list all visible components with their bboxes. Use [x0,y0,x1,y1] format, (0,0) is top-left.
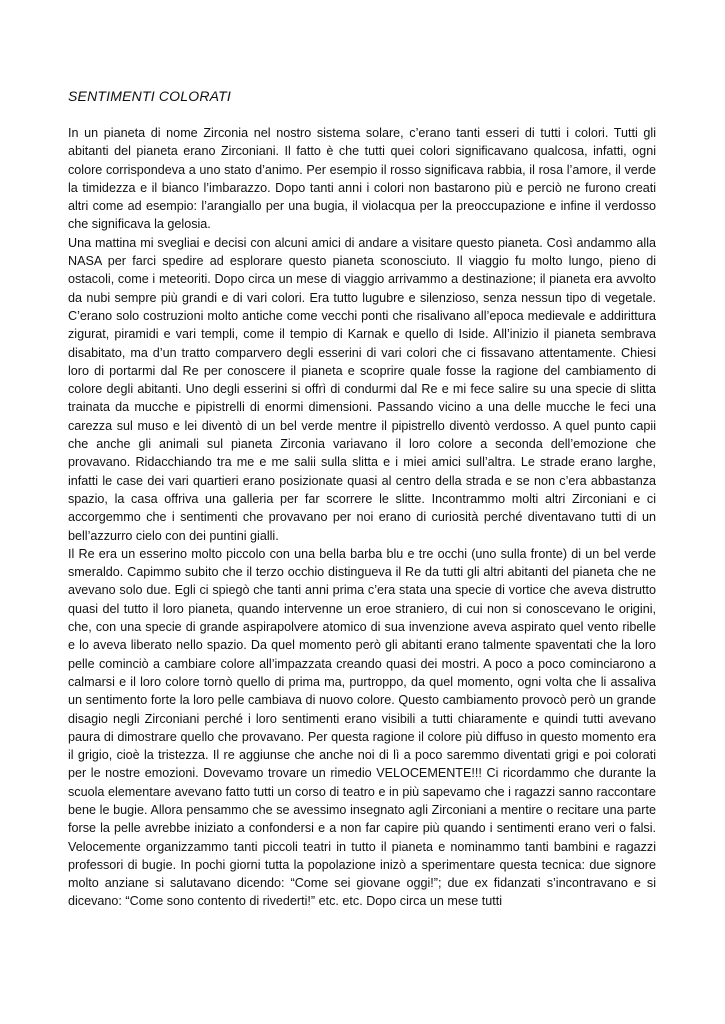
paragraph-2: Una mattina mi svegliai e decisi con alcuni amici di andare a visitare questo pianeta. Così andammo alla NASA per farci spedire ad esplorare questo pianeta sconosciuto. Il viaggio fu molto lungo, pieno di ostacoli, come i meteoriti. Dopo circa un mese di viaggio arrivammo a destinazione; il pianeta era avvolto da nubi sempre più grandi e di vari colori. Era tutto lugubre e silenzioso, senza nessun tipo di vegetale. C’erano solo costruzioni molto antiche come vecchi ponti che risalivano all’epoca medievale e addirittura zigurat, piramidi e vari templi, come il tempio di Karnak e quello di Iside. All’inizio il pianeta sembrava disabitato, ma d’un tratto comparvero degli esserini di vari colori che ci fissavano attentamente. Chiesi loro di portarmi dal Re per conoscere il pianeta e scoprire quale fosse la ragione del cambiamento di colore degli abitanti. Uno degli esserini si offrì di condurmi dal Re e mi fece salire su una specie di slitta trainata da mucche e pipistrelli di enormi dimensioni. Passando vicino a una delle mucche le feci una carezza sul muso e lei diventò di un bel verde mentre il pipistrello diventò verdosso. A quel punto capii che anche gli animali sul pianeta Zirconia variavano il loro colore a seconda dell’emozione che provavano. Ridacchiando tra me e me salii sulla slitta e i miei amici sull’altra. Le strade erano larghe, infatti le case dei vari quartieri erano posizionate quasi al centro della strada e se non c’era abbastanza spazio, la casa offriva una galleria per far scorrere le slitte. Incontrammo molti altri Zirconiani e ci accorgemmo che i sentimenti che provavano per noi erano di curiosità perché diventavano tutti di un bell’azzurro cielo con dei puntini gialli. [68,235,656,543]
document-body [68,124,656,911]
document-title: SENTIMENTI COLORATI [68,88,231,104]
paragraph-1: In un pianeta di nome Zirconia nel nostro sistema solare, c’erano tanti esseri di tutti i colori. Tutti gli abitanti del pianeta erano Zirconiani. Il fatto è che tutti quei colori significavano qualcosa, infatti, ogni colore corrispondeva a uno stato d’animo. Per esempio il rosso significava rabbia, il rosa l’amore, il verde la timidezza e il bianco l’imbarazzo. Dopo tanti anni i colori non bastarono più e perciò ne furono creati altri come ad esempio: l’arangiallo per una bugia, il violacqua per la preoccupazione e infine il verdosso che significava la gelosia. [68,126,656,232]
paragraph-3: Il Re era un esserino molto piccolo con una bella barba blu e tre occhi (uno sulla fronte) di un bel verde smeraldo. Capimmo subito che il terzo occhio distingueva il Re da tutti gli altri abitanti del pianeta che ne avevano solo due. Egli ci spiegò che tanti anni prima c’era stata una specie di vortice che aveva distrutto quasi del tutto il loro pianeta, quando intervenne un eroe straniero, di cui non si conoscevano le origini, che, con una specie di grande aspirapolvere atomico di sua invenzione aveva aspirato quel vento ribelle e lo aveva liberato nello spazio. Da quel momento però gli abitanti erano talmente spaventati che la loro pelle cominciò a cambiare colore all’impazzata creando quasi dei mostri. A poco a poco cominciarono a calmarsi e il loro colore tornò quello di prima ma, purtroppo, da quel momento, ogni volta che li assaliva un sentimento forte la loro pelle cambiava di nuovo colore. Questo cambiamento provocò però un grande disagio negli Zirconiani perché i loro sentimenti erano visibili a tutti chiaramente e quindi tutti avevano paura di dimostrare quello che provavano. Per questa ragione il colore più diffuso in questo momento era il grigio, cioè la tristezza. Il re aggiunse che anche noi di lì a poco saremmo diventati grigi e poi colorati per le nostre emozioni. Dovevamo trovare un rimedio VELOCEMENTE!!! Ci ricordammo che durante la scuola elementare avevano fatto tutti un corso di teatro e in più sapevamo che i ragazzi sanno raccontare bene le bugie. Allora pensammo che se avessimo insegnato agli Zirconiani a mentire o recitare una parte forse la pelle avrebbe iniziato a confondersi e a non far capire più quando i sentimenti erano veri o falsi. Velocemente organizzammo tanti piccoli teatri in tutto il pianeta e nominammo tanti bambini e ragazzi professori di bugie. In pochi giorni tutta la popolazione inizò a sperimentare questa tecnica: due signore molto anziane si salutavano dicendo: “Come sei giovane oggi!”; due ex fidanzati s’incontravano e si dicevano: “Come sono contento di rivederti!” etc. etc. Dopo circa un mese tutti [68,546,656,909]
